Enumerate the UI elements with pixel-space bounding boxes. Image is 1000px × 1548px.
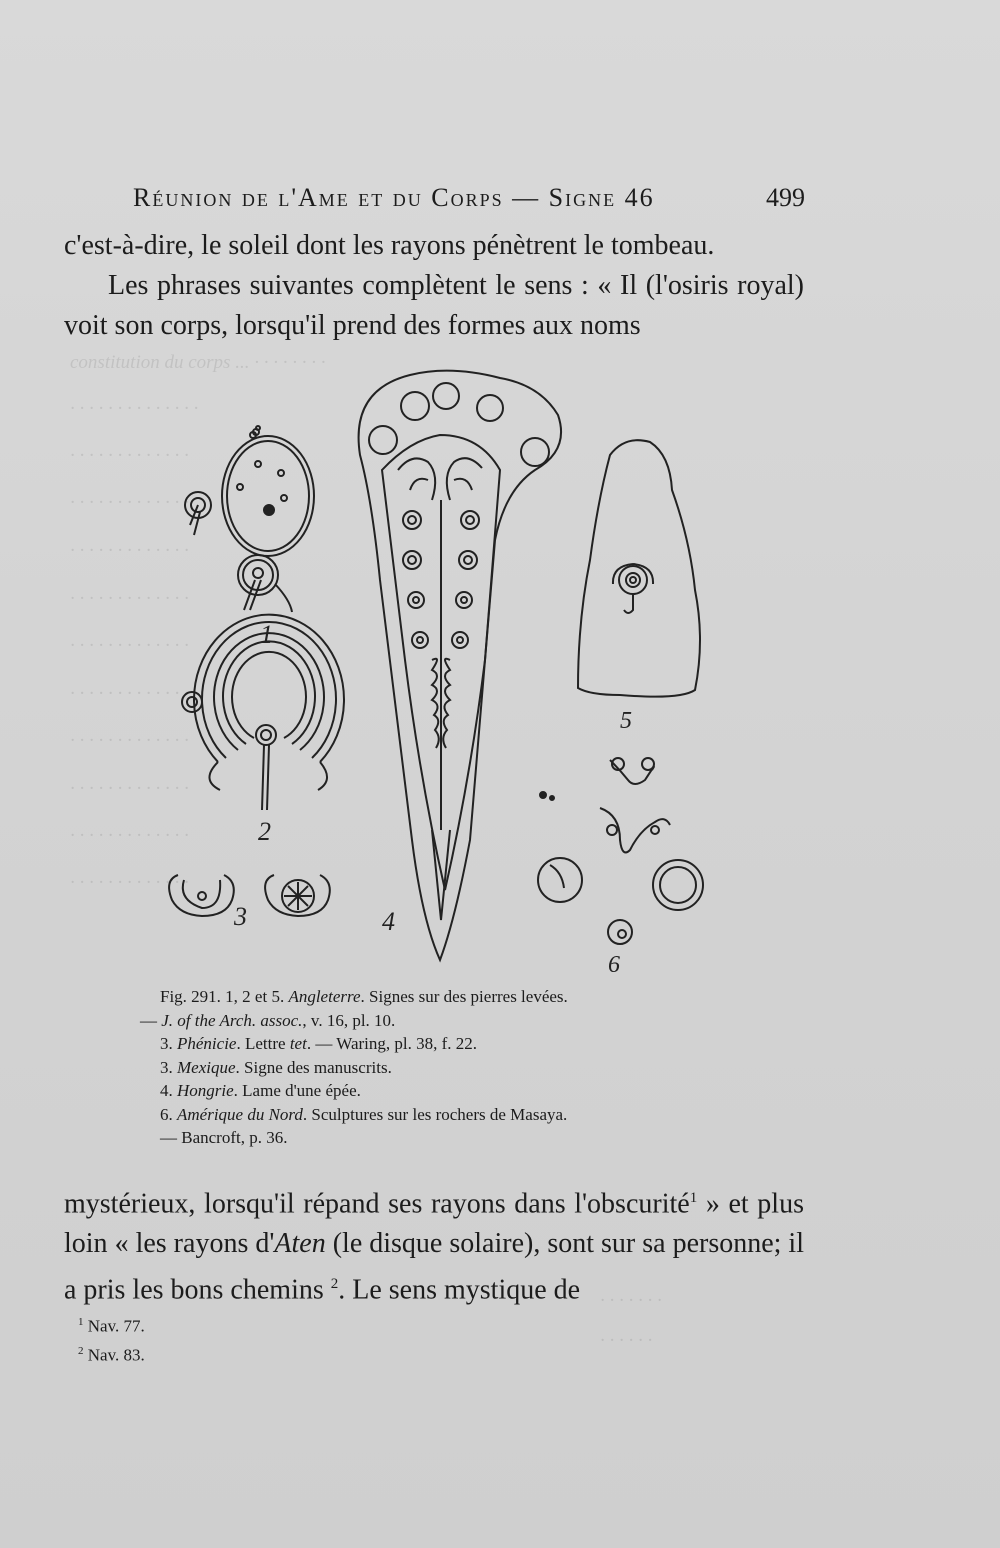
caption-line-4 bbox=[140, 1056, 740, 1080]
figure-caption bbox=[140, 985, 740, 1150]
caption-word: tet bbox=[289, 1034, 307, 1053]
sign-5-drawing bbox=[578, 440, 700, 696]
caption-text: . — Waring, pl. 38, f. 22. bbox=[306, 1034, 478, 1053]
footnote-ref-2[interactable]: 2 bbox=[330, 1276, 339, 1293]
running-head bbox=[133, 183, 805, 219]
caption-line-3 bbox=[140, 1032, 740, 1056]
caption-num: 3. bbox=[160, 1034, 177, 1053]
caption-place: Phénicie bbox=[177, 1034, 237, 1053]
footnote-2 bbox=[78, 1339, 145, 1368]
footnote-ref-1[interactable]: 1 bbox=[689, 1190, 698, 1206]
caption-line-2 bbox=[140, 1009, 740, 1033]
caption-line-1 bbox=[140, 985, 740, 1009]
sign-4-drawing bbox=[359, 371, 561, 960]
caption-text: . Lettre bbox=[236, 1034, 290, 1053]
label-2: 2 bbox=[258, 817, 271, 846]
footnote-mark: 1 bbox=[78, 1316, 84, 1328]
caption-line-5 bbox=[140, 1079, 740, 1103]
caption-dash: — bbox=[140, 1010, 162, 1030]
label-5: 5 bbox=[620, 708, 632, 734]
paragraph-mysterieux bbox=[64, 1178, 804, 1311]
caption-place: Amérique du Nord bbox=[177, 1104, 303, 1124]
footnote-text: Nav. 77. bbox=[83, 1316, 145, 1336]
running-head-title: Réunion de l'Ame et du Corps — Signe 46 bbox=[133, 183, 655, 212]
sign-6-drawing bbox=[538, 758, 703, 944]
caption-line-6 bbox=[140, 1103, 740, 1127]
caption-fig-number: Fig. 291. 1, 2 et 5. bbox=[160, 987, 289, 1006]
caption-text: , v. 16, pl. 10. bbox=[302, 1010, 396, 1030]
label-1: 1 bbox=[260, 620, 273, 649]
figure-291 bbox=[150, 360, 800, 980]
caption-source: J. of the Arch. assoc. bbox=[161, 1010, 303, 1030]
caption-num: 6. bbox=[160, 1104, 177, 1124]
caption-line-7 bbox=[140, 1126, 740, 1150]
text-aten: Aten bbox=[274, 1228, 326, 1260]
caption-text: . Signes sur des pierres levées. bbox=[360, 987, 568, 1006]
label-4: 4 bbox=[382, 907, 395, 936]
paragraph-phrases: Les phrases suivantes complètent le sens : « Il (l'osiris royal) voit son corps, lorsqu'il prend des formes aux noms bbox=[64, 270, 804, 341]
caption-text: . Sculptures sur les rochers de Masaya. bbox=[302, 1104, 568, 1124]
caption-place: Angleterre bbox=[288, 987, 361, 1006]
footnote-1 bbox=[78, 1310, 145, 1339]
text-run: . Le sens mystique de bbox=[338, 1274, 581, 1306]
sign-1-drawing bbox=[185, 426, 314, 612]
caption-place: Mexique bbox=[177, 1057, 236, 1077]
page: constitution du corps ... · · · · · · · · · · · · · · · · · · · · · · · · · · · · · · · · · · · · · · · · · · · · · · · · · · · · · · · · · · · · · · · · · · · · · · · · · · · · · · · · · · · · · · · · · · · · · · · · · · · · · · · · · · · · · · · · · · · · · · · · · · · · · · · · · · · · · · · · · · · · · · · · · · · · · · · · · · · · · · · · · · · · · Réunion de l'Ame et du Corps — Signe 46 499 c'est-à-dire, le soleil dont les rayons pénètrent le tombeau. Les phrases suivantes complètent le sens : « Il (l'osiris royal) voit son corps, lorsqu'il prend des formes aux noms 1 2 3 4 5 6 Fig. 291. 1, 2 et 5. Angleterre. Signes sur des pierres levées. — J. of the Arch. assoc., v. 16, pl. 10. 3. Phénicie. Lettre tet. — Waring, pl. 38, f. 22. 3. Mexique. Signe des manuscrits. 4. Hongrie. Lame d'une épée. 6. Amérique du Nord. Sculptures sur les rochers de Masaya. — Bancroft, p. 36. mystérieux, lorsqu'il répand ses rayons dans l'obscurité$^1$ » et plus loin « les rayons d'Aten (le disque solaire), sont sur sa personne; il a pris les bons chemins $^2$. Le sens mystique de $^1$ Nav. 77. $^2$ Nav. 83. bbox=[0, 0, 1000, 1548]
footnotes bbox=[78, 1310, 145, 1367]
caption-text: . Signe des manuscrits. bbox=[235, 1057, 392, 1077]
caption-num: 4. bbox=[160, 1081, 177, 1100]
paragraph-continuation: c'est-à-dire, le soleil dont les rayons pénètrent le tombeau. bbox=[64, 230, 715, 261]
bottom-text-block bbox=[64, 1178, 804, 1311]
text-run: (le disque solaire), sont sur sa personne; il a pris les bons chemins bbox=[64, 1228, 804, 1306]
caption-text: . Lame d'une épée. bbox=[233, 1081, 361, 1100]
caption-place: Hongrie bbox=[177, 1081, 234, 1100]
text-run: » et plus loin « les rayons d' bbox=[64, 1188, 804, 1260]
text-run: mystérieux, lorsqu'il répand ses rayons dans l'obscurité bbox=[64, 1188, 690, 1220]
caption-text: — Bancroft, p. 36. bbox=[160, 1128, 288, 1147]
label-6: 6 bbox=[608, 952, 620, 978]
footnote-text: Nav. 83. bbox=[83, 1345, 145, 1365]
top-text-block bbox=[64, 226, 804, 346]
page-number: 499 bbox=[766, 183, 805, 212]
label-3: 3 bbox=[234, 902, 247, 931]
sign-3-drawing bbox=[169, 875, 330, 916]
caption-num: 3. bbox=[160, 1057, 177, 1077]
footnote-mark: 2 bbox=[78, 1344, 84, 1357]
